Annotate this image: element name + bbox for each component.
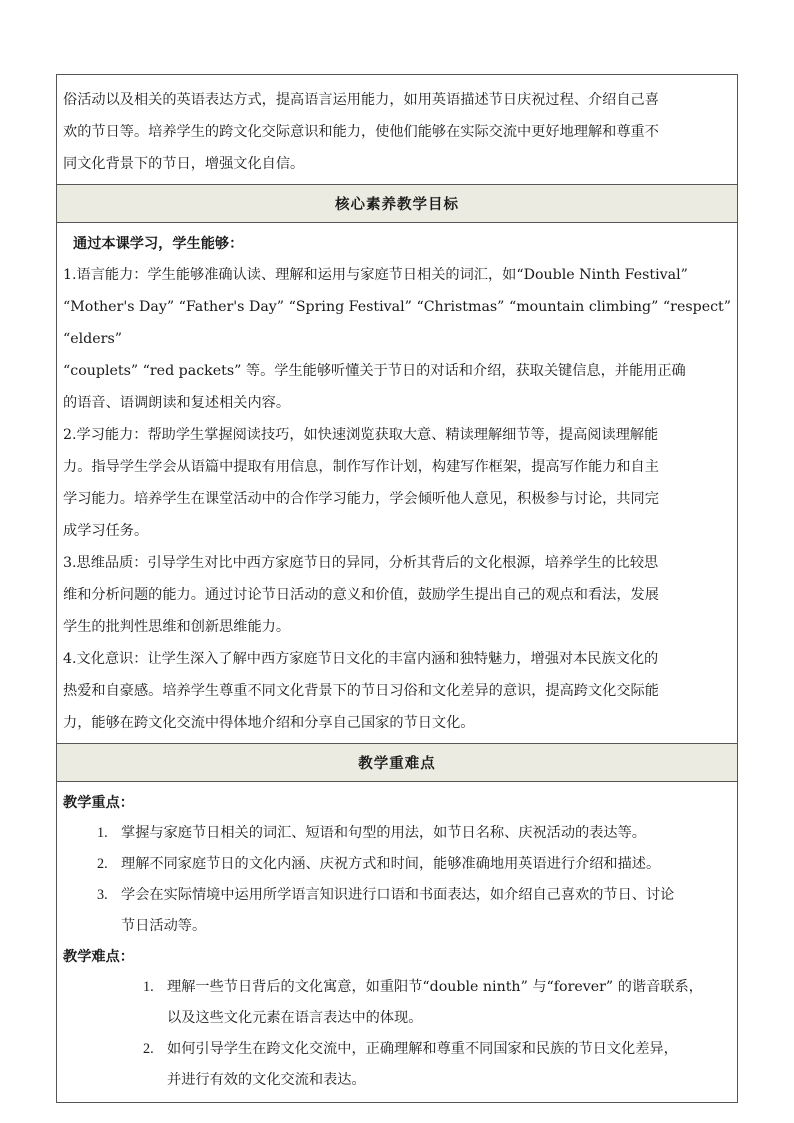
item-line: 掌握与家庭节日相关的词汇、短语和句型的用法，如节日名称、庆祝活动的表达等。 (121, 825, 646, 841)
goal-item-culture (63, 643, 731, 739)
intro-line: 欢的节日等。培养学生的跨文化交际意识和能力，使他们能够在实际交流中更好地理解和尊重不 (63, 124, 659, 140)
focus-header-cell (57, 743, 737, 781)
goals-header: 核心素养教学目标 (335, 197, 459, 213)
list-item (97, 818, 731, 849)
goal-line: 力。指导学生学会从语篇中提取有用信息，制作写作计划，构建写作框架，提高写作能力和自主 (63, 459, 659, 475)
item-number: 2. (97, 856, 108, 872)
difficult-points-list (63, 972, 731, 1096)
focus-cell (57, 781, 737, 1102)
goal-line: 的语音、语调朗读和复述相关内容。 (63, 395, 291, 411)
key-points-label: 教学重点： (63, 795, 134, 811)
goals-cell (57, 222, 737, 743)
goal-line: 成学习任务。 (63, 523, 149, 539)
intro-line: 同文化背景下的节日，增强文化自信。 (63, 156, 305, 172)
item-line: 以及这些文化元素在语言表达中的体现。 (167, 1010, 423, 1026)
item-line: 理解不同家庭节日的文化内涵、庆祝方式和时间，能够准确地用英语进行介绍和描述。 (121, 856, 661, 872)
item-number: 1. (97, 825, 108, 841)
goal-line: 力，能够在跨文化交流中得体地介绍和分享自己国家的节日文化。 (63, 715, 475, 731)
goal-line: 学生的批判性思维和创新思维能力。 (63, 619, 291, 635)
item-number: 2. (143, 1041, 154, 1057)
goals-header-cell (57, 184, 737, 222)
intro-cell (57, 75, 737, 184)
item-number: 3. (97, 887, 108, 903)
item-line: 如何引导学生在跨文化交流中，正确理解和尊重不同国家和民族的节日文化差异， (167, 1041, 678, 1057)
item-line: 节日活动等。 (121, 918, 207, 934)
goal-line: 1.语言能力：学生能够准确认读、理解和运用与家庭节日相关的词汇，如“Double Ninth Festival” (63, 267, 688, 283)
list-item (143, 1034, 731, 1096)
list-item (97, 880, 731, 942)
item-line: 并进行有效的文化交流和表达。 (167, 1072, 366, 1088)
focus-header: 教学重难点 (358, 756, 436, 772)
goal-line: 3.思维品质：引导学生对比中西方家庭节日的异同，分析其背后的文化根源，培养学生的比较思 (63, 555, 659, 571)
goal-item-learning (63, 419, 731, 547)
item-line: 学会在实际情境中运用所学语言知识进行口语和书面表达，如介绍自己喜欢的节日、讨论 (121, 887, 675, 903)
goal-line: 2.学习能力：帮助学生掌握阅读技巧，如快速浏览获取大意、精读理解细节等，提高阅读理解能 (63, 427, 659, 443)
difficult-points-label: 教学难点： (63, 949, 134, 965)
item-number: 1. (143, 979, 154, 995)
goal-line: 4.文化意识：让学生深入了解中西方家庭节日文化的丰富内涵和独特魅力，增强对本民族文化的 (63, 651, 659, 667)
goal-item-thinking (63, 547, 731, 643)
goal-line: “Mother's Day” “Father's Day” “Spring Festival” “Christmas” “mountain climbing” “respect” “elders” (63, 299, 731, 347)
lesson-plan-table (56, 74, 738, 1103)
intro-line: 俗活动以及相关的英语表达方式，提高语言运用能力，如用英语描述节日庆祝过程、介绍自己喜 (63, 92, 659, 108)
goal-line: 学习能力。培养学生在课堂活动中的合作学习能力，学会倾听他人意见，积极参与讨论，共同完 (63, 491, 659, 507)
item-line: 理解一些节日背后的文化寓意，如重阳节“double ninth” 与“forever” 的谐音联系， (167, 979, 703, 995)
goal-item-language (63, 259, 731, 419)
list-item (97, 849, 731, 880)
goal-line: 维和分析问题的能力。通过讨论节日活动的意义和价值，鼓励学生提出自己的观点和看法，发展 (63, 587, 659, 603)
key-points-list (63, 818, 731, 942)
list-item (143, 972, 731, 1034)
goals-intro: 通过本课学习，学生能够： (73, 236, 244, 252)
goal-line: 热爱和自豪感。培养学生尊重不同文化背景下的节日习俗和文化差异的意识，提高跨文化交际能 (63, 683, 659, 699)
goal-line: “couplets” “red packets” 等。学生能够听懂关于节日的对话和介绍，获取关键信息，并能用正确 (63, 363, 686, 379)
